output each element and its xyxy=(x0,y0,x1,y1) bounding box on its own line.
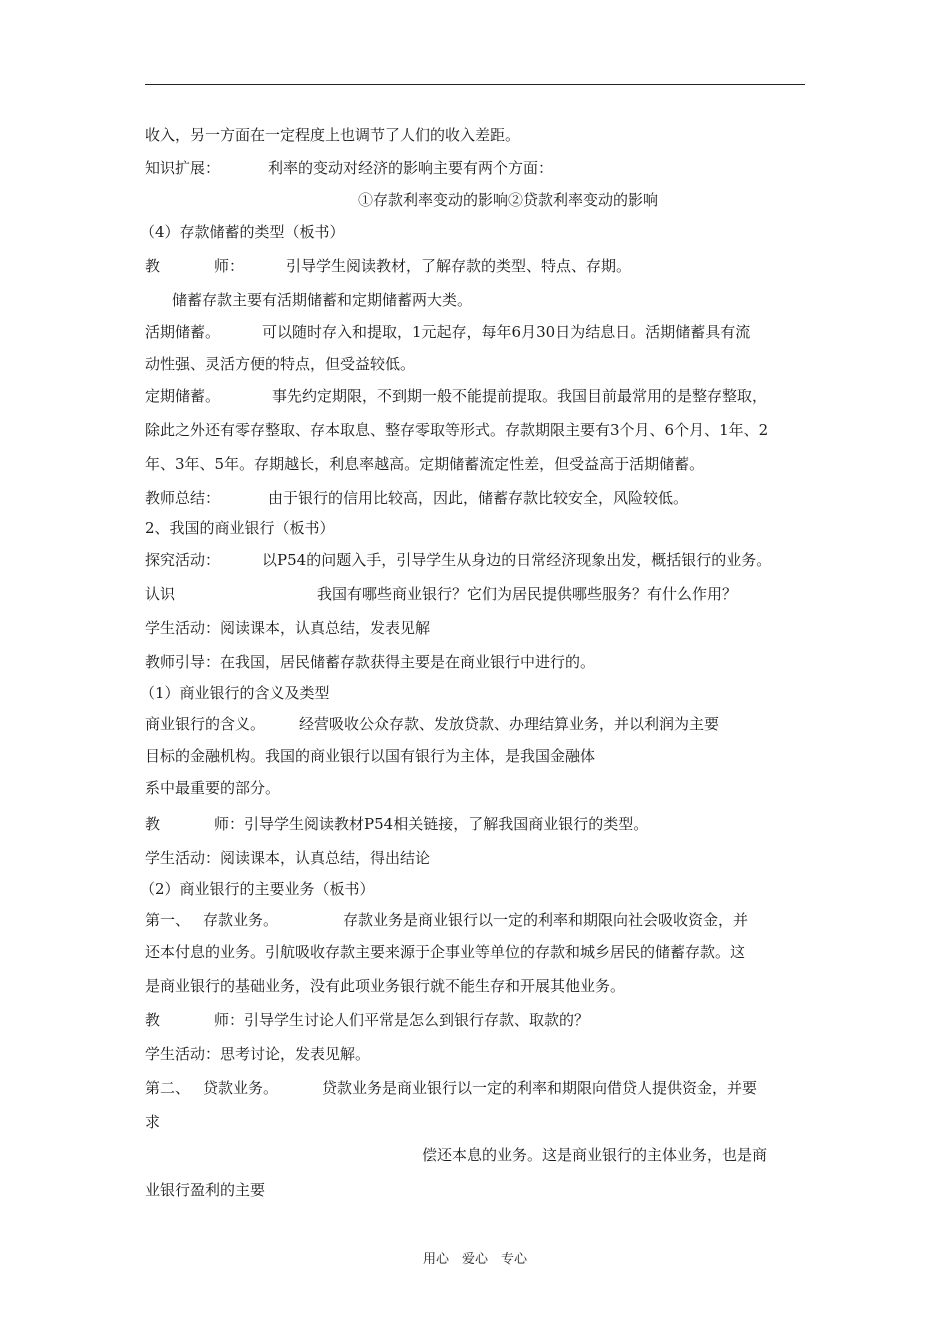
label-teacher-a: 教 xyxy=(145,257,161,275)
text-line: ①存款利率变动的影响②贷款利率变动的影响 xyxy=(358,191,659,209)
label-demand-deposit: 活期储蓄。 xyxy=(145,323,221,341)
label-teacher-summary: 教师总结： xyxy=(145,489,221,507)
text-line xyxy=(145,550,771,570)
text-line xyxy=(145,714,719,734)
label-deposit-business: 存款业务。 xyxy=(203,911,279,929)
text-line: 还本付息的业务。引航吸收存款主要来源于企事业等单位的存款和城乡居民的储蓄存款。这 xyxy=(145,943,746,961)
label-time-deposit: 定期储蓄。 xyxy=(145,387,221,405)
text-segment: 师：引导学生讨论人们平常是怎么到银行存款、取款的？ xyxy=(214,1011,590,1029)
text-line xyxy=(145,256,631,276)
text-line: 求 xyxy=(145,1113,161,1131)
text-segment: 由于银行的信用比较高，因此，储蓄存款比较安全，风险较低。 xyxy=(268,489,689,507)
text-line: 系中最重要的部分。 xyxy=(145,779,281,797)
text-segment: 贷款业务是商业银行以一定的利率和期限向借贷人提供资金，并要 xyxy=(322,1079,758,1097)
text-line xyxy=(145,814,648,834)
text-segment: 我国有哪些商业银行？它们为居民提供哪些服务？有什么作用？ xyxy=(317,585,738,603)
text-segment: 经营吸收公众存款、发放贷款、办理结算业务，并以利润为主要 xyxy=(299,715,720,733)
text-line xyxy=(145,1010,589,1030)
text-line xyxy=(145,910,748,930)
label-loan-business: 贷款业务。 xyxy=(203,1079,279,1097)
section-heading: （4）存款储蓄的类型（板书） xyxy=(140,223,345,241)
text-segment: 事先约定期限，不到期一般不能提前提取。我国目前最常用的是整存整取， xyxy=(272,387,768,405)
text-line: 除此之外还有零存整取、存本取息、整存零取等形式。存款期限主要有3个月、6个月、1年、2 xyxy=(145,421,769,439)
label-bank-definition: 商业银行的含义。 xyxy=(145,715,266,733)
header-rule xyxy=(145,84,805,85)
text-segment: 师：引导学生阅读教材P54相关链接，了解我国商业银行的类型。 xyxy=(214,815,649,833)
text-line: 学生活动：思考讨论，发表见解。 xyxy=(145,1045,371,1063)
section-heading: 2、我国的商业银行（板书） xyxy=(145,519,335,537)
text-line xyxy=(145,322,750,342)
label-teacher-a: 教 xyxy=(145,815,161,833)
label-recognize: 认识 xyxy=(145,585,176,603)
label-first: 第一、 xyxy=(145,911,191,929)
text-line: 偿还本息的业务。这是商业银行的主体业务，也是商 xyxy=(422,1146,768,1164)
section-heading: （1）商业银行的含义及类型 xyxy=(140,684,330,702)
label-knowledge-extension: 知识扩展： xyxy=(145,159,221,177)
text-line: 目标的金融机构。我国的商业银行以国有银行为主体，是我国金融体 xyxy=(145,747,596,765)
text-segment: 利率的变动对经济的影响主要有两个方面： xyxy=(268,159,554,177)
page-footer: 用心 爱心 专心 xyxy=(422,1252,527,1267)
text-line xyxy=(145,386,767,406)
label-inquiry-activity: 探究活动： xyxy=(145,551,221,569)
section-heading: （2）商业银行的主要业务（板书） xyxy=(140,880,375,898)
text-segment: 可以随时存入和提取，1元起存，每年6月30日为结息日。活期储蓄具有流 xyxy=(262,323,751,341)
text-line xyxy=(145,1078,757,1098)
text-line xyxy=(145,584,737,604)
text-line xyxy=(145,488,688,508)
text-segment: 以P54的问题入手，引导学生从身边的日常经济现象出发，概括银行的业务。 xyxy=(262,551,772,569)
text-line: 业银行盈利的主要 xyxy=(145,1181,266,1199)
text-segment: 存款业务是商业银行以一定的利率和期限向社会吸收资金，并 xyxy=(343,911,749,929)
text-line: 储蓄存款主要有活期储蓄和定期储蓄两大类。 xyxy=(172,291,473,309)
text-segment: 引导学生阅读教材，了解存款的类型、特点、存期。 xyxy=(286,257,632,275)
label-teacher-a: 教 xyxy=(145,1011,161,1029)
label-teacher-b: 师： xyxy=(214,257,245,275)
text-line: 学生活动：阅读课本，认真总结，得出结论 xyxy=(145,849,431,867)
text-line: 学生活动：阅读课本，认真总结，发表见解 xyxy=(145,619,431,637)
text-line: 教师引导：在我国，居民储蓄存款获得主要是在商业银行中进行的。 xyxy=(145,653,596,671)
text-line: 收入，另一方面在一定程度上也调节了人们的收入差距。 xyxy=(145,126,521,144)
text-line: 是商业银行的基础业务，没有此项业务银行就不能生存和开展其他业务。 xyxy=(145,977,626,995)
text-line: 年、3年、5年。存期越长，利息率越高。定期储蓄流定性差，但受益高于活期储蓄。 xyxy=(145,455,705,473)
text-line: 动性强、灵活方便的特点，但受益较低。 xyxy=(145,355,416,373)
text-line xyxy=(145,158,553,178)
label-second: 第二、 xyxy=(145,1079,191,1097)
